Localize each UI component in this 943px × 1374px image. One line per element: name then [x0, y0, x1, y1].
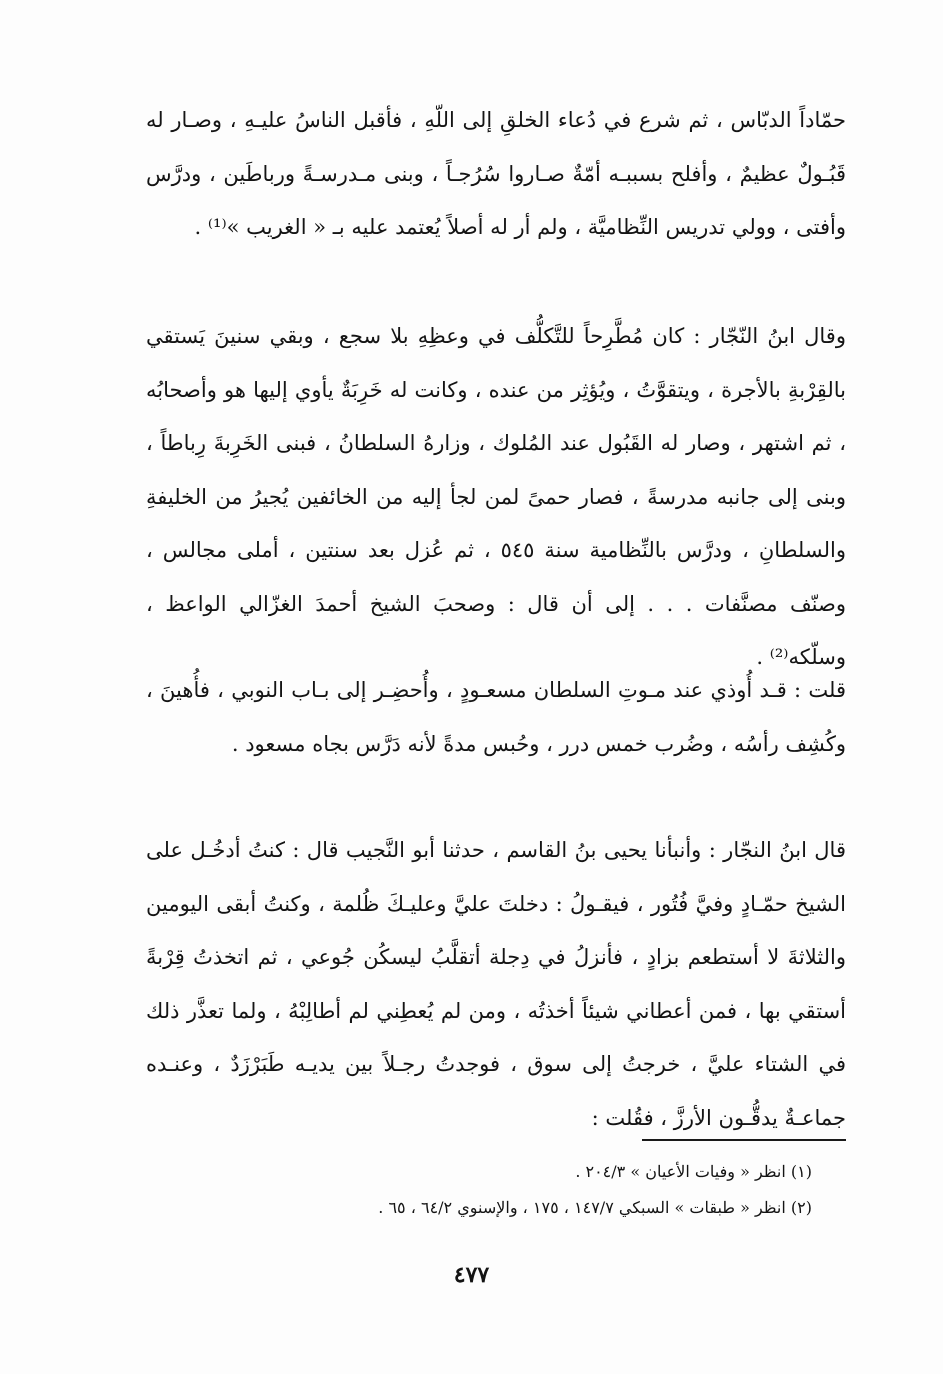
paragraph-text: قلت : قـد أُوذي عند مـوتِ السلطان مسعـودٍ ، وأُحضِـر إلى بـاب النوبي ، فأُهينَ ، وكُشِف رأسُه ، وضُرب خمس درر ، وحُبس مدةً لأنه دَرَّس بجاه مسعود . [146, 678, 846, 756]
paragraph-ibn-najjar-quote [146, 310, 846, 685]
paragraph-author-comment [146, 664, 846, 771]
footnote-2: (٢) انظر « طبقات » السبكي ١٤٧/٧ ، ١٧٥ ، والإسنوي ٦٤/٢ ، ٦٥ . [378, 1198, 812, 1217]
footnote-1: (١) انظر « وفيات الأعيان » ٢٠٤/٣ . [575, 1162, 812, 1181]
paragraph-abu-najib-narration [146, 824, 846, 1145]
page-number: ٤٧٧ [453, 1262, 490, 1288]
paragraph-text: حمّاداً الدبّاس ، ثم شرع في دُعاء الخلقِ إلى اللّهِ ، فأقبل الناسُ عليـهِ ، وصـار له قَبُـولٌ عظيمٌ ، وأفلح بسببـه أمّةٌ صـاروا سُرُجـاً ، وبنى مـدرسـةً ورباطَين ، ودرَّس وأفتى ، وولي تدريس النِّظاميَّة ، ولم أر له أصلاً يُعتمد عليه بـ « الغريب »⁽¹⁾ . [146, 108, 846, 239]
footnote-separator [642, 1139, 846, 1141]
paragraph-hammad-dabbas [146, 94, 846, 255]
paragraph-text: قال ابنُ النجّار : وأنبأنا يحيى بنُ القاسم ، حدثنا أبو النَّجيب قال : كنتُ أدخُـل على الشيخ حمّـادٍ وفيَّ فُتُور ، فيقـولُ : دخلتَ عليَّ وعليـكَ ظُلمة ، وكنتُ أبقى اليومين والثلاثةَ لا أستطعم بزادٍ ، فأنزلُ في دِجلة أتقلَّبُ ليسكُن جُوعي ، ثم اتخذتُ قِرْبةً أستقي بها ، فمن أعطاني شيئاً أخذتُه ، ومن لم يُعطِني لم أطالِبْهُ ، ولما تعذَّر ذلك في الشتاء عليَّ ، خرجتُ إلى سوق ، فوجدتُ رجـلاً بين يديـه طَبَرْزَدٌ ، وعنـده جماعـةٌ يدقُّـون الأرزَّ ، فقُلت : [146, 838, 846, 1130]
paragraph-text: وقال ابنُ النّجّار : كان مُطَّرِحاً للتَّكلُّف في وعظِهِ بلا سجع ، وبقي سنينَ يَستقي بالقِرْبةِ بالأجرة ، ويتقوَّتُ ، ويُؤثِر من عنده ، وكانت له خَرِبَةٌ يأوي إليها هو وأصحابُه ، ثم اشتهر ، وصار له القَبُول عند المُلوك ، وزارهُ السلطانُ ، فبنى الخَرِبةَ رِباطاً ، وبنى إلى جانبه مدرسةً ، فصار حمىً لمن لجأ إليه من الخائفين يُجيرُ من الخليفةِ والسلطانِ ، ودرَّس بالنِّظامية سنة ٥٤٥ ، ثم عُزل بعد سنتين ، أملى مجالس ، وصنّف مصنَّفات . . . إلى أن قال : وصحبَ الشيخ أحمدَ الغزّالي الواعظ ، وسلّكه⁽²⁾ . [146, 324, 846, 669]
